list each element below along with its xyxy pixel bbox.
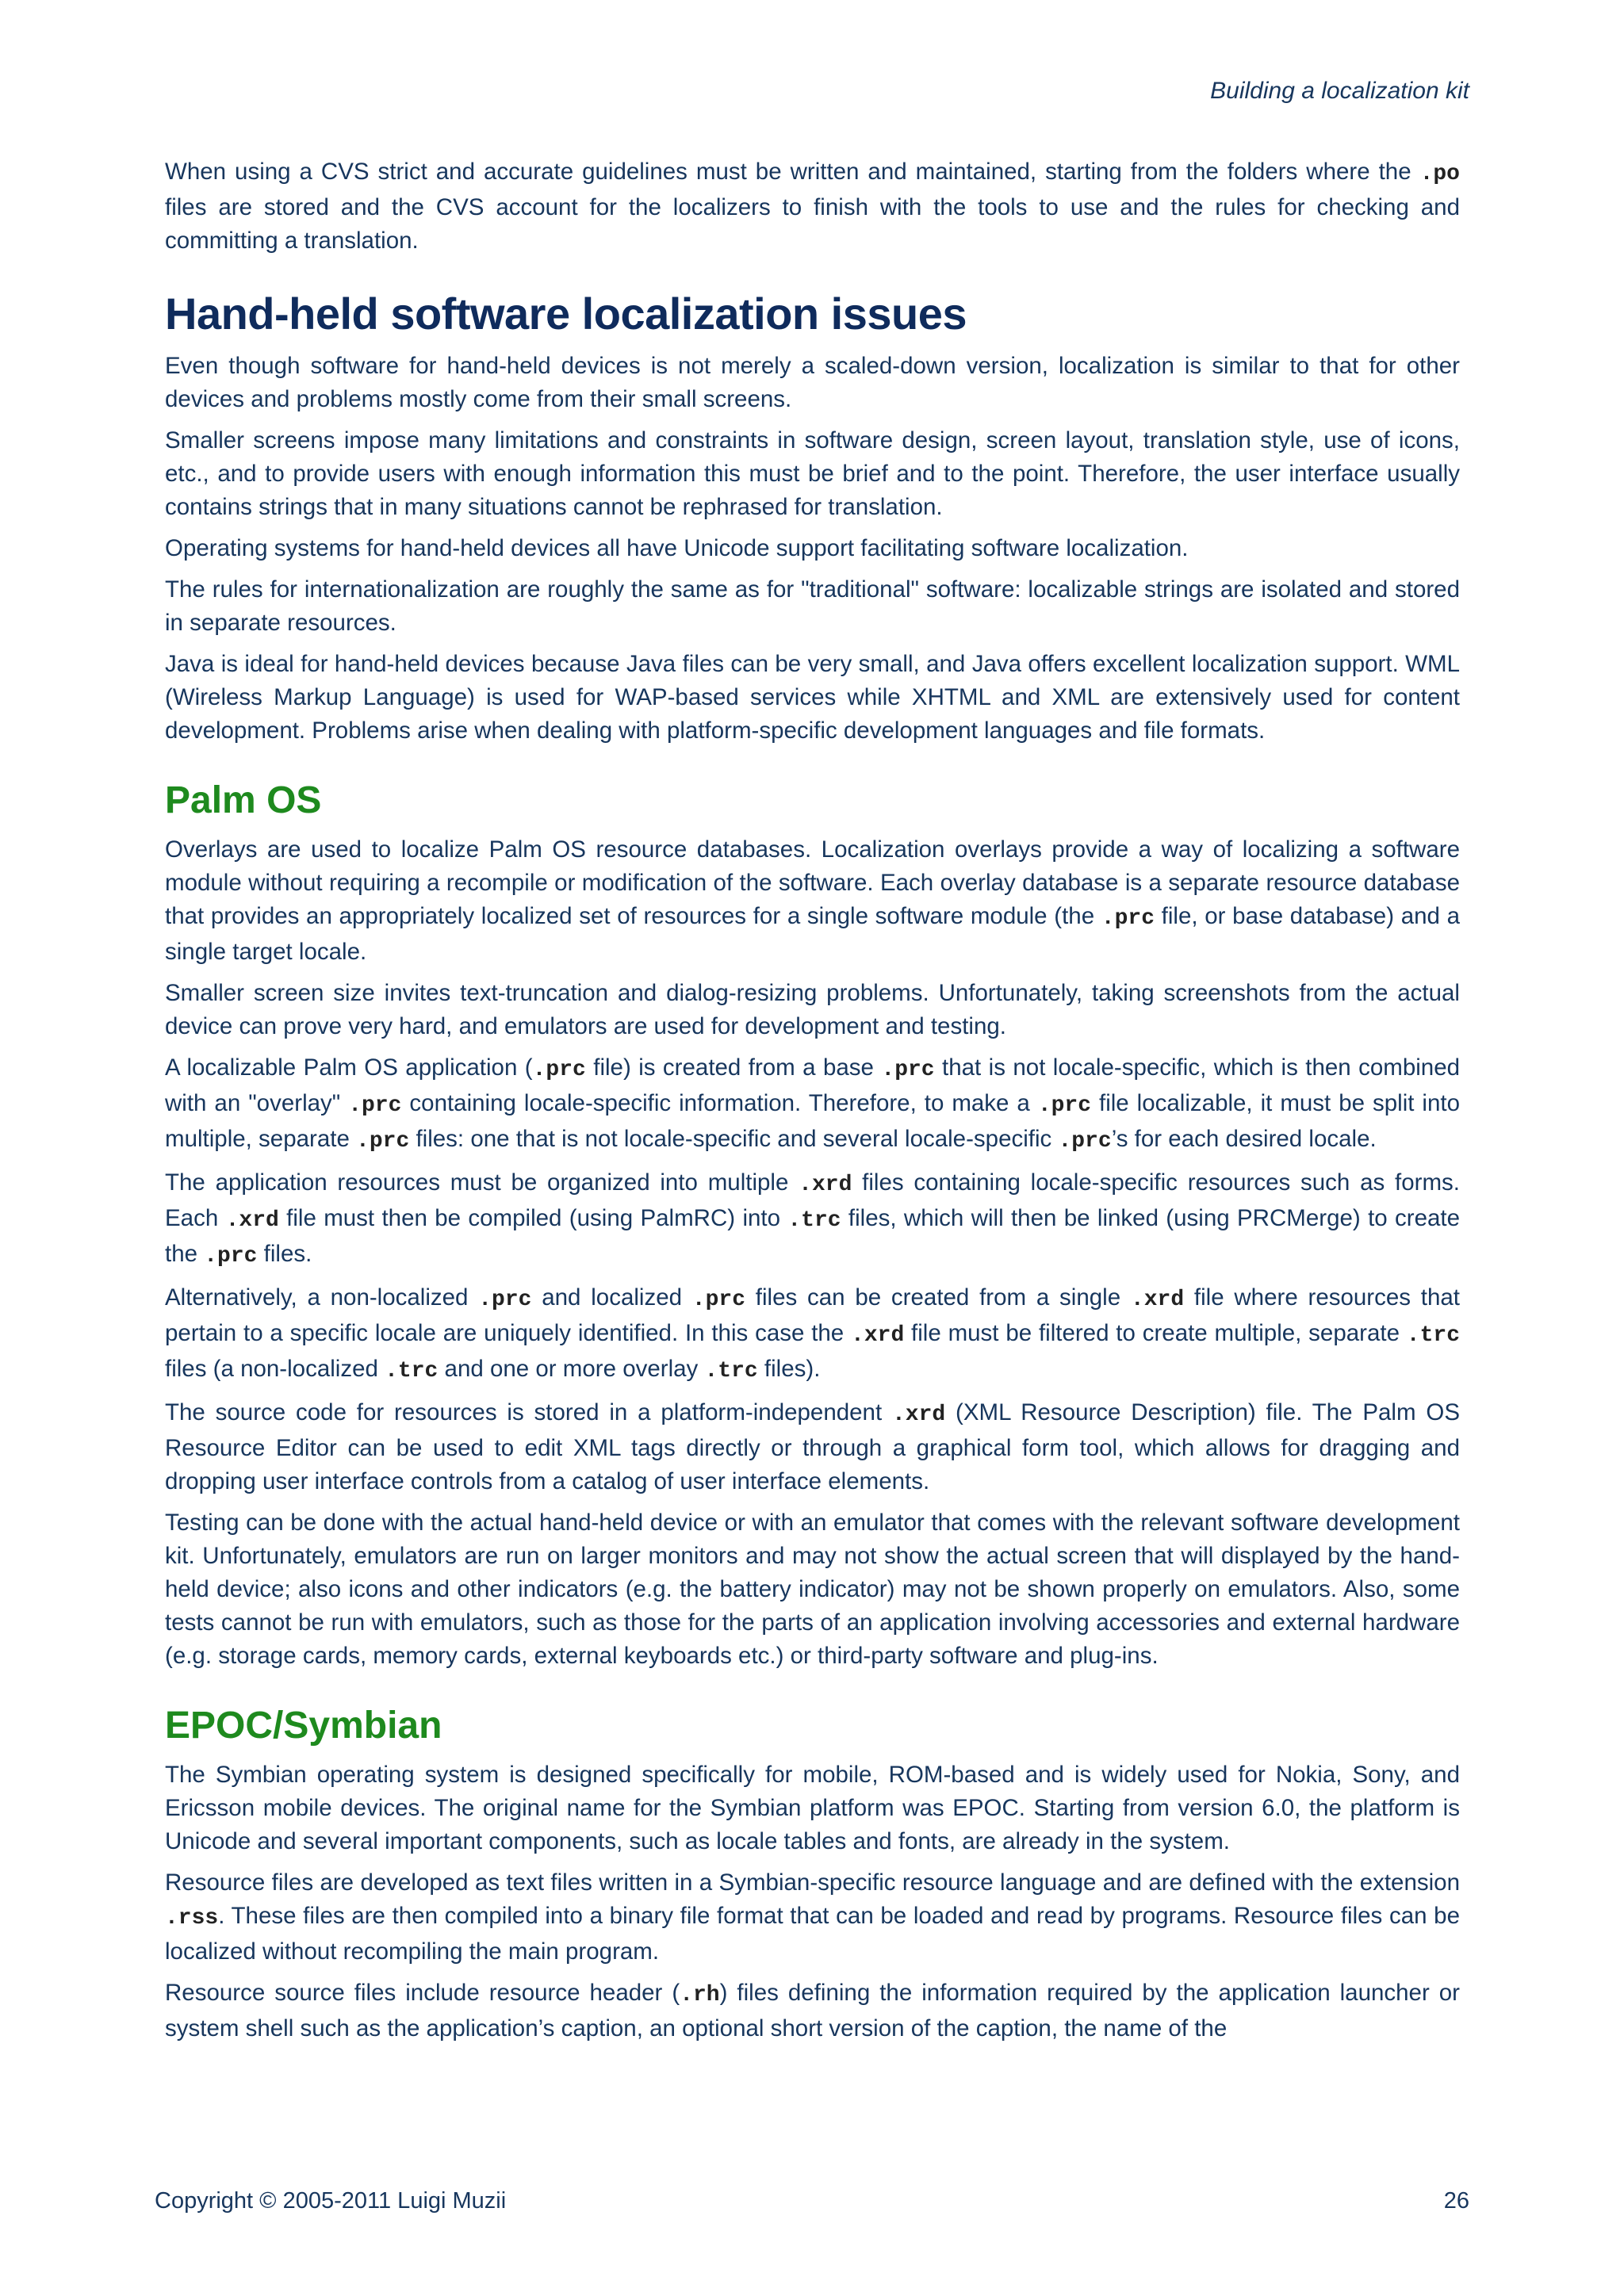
inline-code: .xrd (225, 1208, 279, 1233)
paragraph: The source code for resources is stored in a platform-independent .xrd (XML Resource Description) file. The Palm OS Resource Editor can be used to edit XML tags directly or through a graphical form tool, which allows for dragging and dropping user interface controls from a catalog of user interface elements. (165, 1399, 1460, 1494)
paragraph: Resource source files include resource header (.rh) files defining the information required by the application launcher or system shell such as the application’s caption, an optional short version of the caption, the name of the (165, 1980, 1460, 2042)
inline-code: .prc (881, 1058, 935, 1082)
section-heading: Hand-held software localization issues (165, 289, 967, 339)
inline-code: .trc (704, 1359, 758, 1383)
subsection-heading: EPOC/Symbian (165, 1705, 442, 1747)
inline-code: .prc (1101, 906, 1155, 931)
inline-code: .prc (532, 1058, 586, 1082)
inline-code: .trc (787, 1208, 841, 1233)
paragraph: Alternatively, a non-localized .prc and localized .prc files can be created from a single .xrd file where resources that pertain to a specific locale are uniquely identified. In this case the .xrd file must be filtered to create multiple, separate .trc files (a non-localized .trc and one or more overlay .trc files). (165, 1284, 1460, 1383)
inline-code: .xrd (799, 1173, 852, 1197)
inline-code: .xrd (1130, 1288, 1185, 1312)
inline-code: .trc (1406, 1323, 1460, 1348)
page-number: 26 (1443, 2188, 1469, 2214)
inline-code: .prc (478, 1288, 532, 1312)
paragraph: Operating systems for hand-held devices all have Unicode support facilitating software localization. (165, 535, 1189, 561)
page-footer (155, 2188, 1469, 2214)
paragraph: A localizable Palm OS application (.prc file) is created from a base .prc that is not locale-specific, which is then combined with an "overlay" .prc containing locale-specific information. Therefore, to make a .prc file localizable, it must be split into multiple, separate .prc files: one that is not locale-specific and several locale-specific .prc’s for each desired locale. (165, 1054, 1461, 1154)
inline-code: .prc (204, 1244, 258, 1269)
inline-code: .prc (691, 1288, 746, 1312)
paragraph: The application resources must be organized into multiple .xrd files containing locale-specific resources such as forms. Each .xrd file must then be compiled (using PalmRC) into .trc files, which will then be linked (using PRCMerge) to create the .prc files. (165, 1169, 1460, 1269)
subsection-heading: Palm OS (165, 779, 322, 821)
inline-code: .rh (680, 1983, 720, 2007)
paragraph: When using a CVS strict and accurate guidelines must be written and maintained, starting from the folders where the .po files are stored and the CVS account for the localizers to finish with the tools to use and the rules for checking and committing a translation. (165, 159, 1460, 254)
inline-code: .prc (1037, 1093, 1092, 1118)
inline-code: .prc (348, 1093, 402, 1118)
running-header: Building a localization kit (1210, 78, 1469, 104)
paragraph: Resource files are developed as text files written in a Symbian-specific resource language and are defined with the extension .rss. These files are then compiled into a binary file format that can be loaded and read by programs. Resource files can be localized without recompiling the main program. (165, 1869, 1460, 1965)
inline-code: .prc (1058, 1129, 1112, 1154)
inline-code: .prc (356, 1129, 410, 1154)
paragraph: Even though software for hand-held devices is not merely a scaled-down version, localization is similar to that for other devices and problems mostly come from their small screens. (165, 353, 1460, 412)
page-content (165, 155, 1460, 2053)
paragraph: Smaller screen size invites text-truncation and dialog-resizing problems. Unfortunately, taking screenshots from the actual device can prove very hard, and emulators are used for development and testing. (165, 980, 1460, 1039)
paragraph: The Symbian operating system is designed specifically for mobile, ROM-based and is widely used for Nokia, Sony, and Ericsson mobile devices. The original name for the Symbian platform was EPOC. Starting from version 6.0, the platform is Unicode and several important components, such as locale tables and fonts, are already in the system. (165, 1762, 1460, 1854)
paragraph: Testing can be done with the actual hand-held device or with an emulator that comes with the relevant software development kit. Unfortunately, emulators are run on larger monitors and may not show the actual screen that will displayed by the hand-held device; also icons and other indicators (e.g. the battery indicator) may not be shown properly on emulators. Also, some tests cannot be run with emulators, such as those for the parts of an application involving accessories and external hardware (e.g. storage cards, memory cards, external keyboards etc.) or third-party software and plug-ins. (165, 1510, 1460, 1669)
inline-code: .po (1419, 162, 1460, 186)
inline-code: .xrd (891, 1402, 946, 1427)
inline-code: .trc (385, 1359, 439, 1383)
paragraph: The rules for internationalization are roughly the same as for "traditional" software: localizable strings are isolated and stored in separate resources. (165, 576, 1460, 636)
paragraph: Java is ideal for hand-held devices because Java files can be very small, and Java offers excellent localization support. WML (Wireless Markup Language) is used for WAP-based services while XHTML and XML are extensively used for content development. Problems arise when dealing with platform-specific development languages and file formats. (165, 651, 1460, 744)
copyright-notice: Copyright © 2005-2011 Luigi Muzii (155, 2188, 507, 2214)
paragraph: Smaller screens impose many limitations and constraints in software design, screen layout, translation style, use of icons, etc., and to provide users with enough information this must be brief and to the point. Therefore, the user interface usually contains strings that in many situations cannot be rephrased for translation. (165, 427, 1460, 520)
inline-code: .xrd (851, 1323, 905, 1348)
inline-code: .rss (165, 1906, 219, 1931)
paragraph: Overlays are used to localize Palm OS resource databases. Localization overlays provide a way of localizing a software module without requiring a recompile or modification of the software. Each overlay database is a separate resource database that provides an appropriately localized set of resources for a single software module (the .prc file, or base database) and a single target locale. (165, 836, 1460, 965)
